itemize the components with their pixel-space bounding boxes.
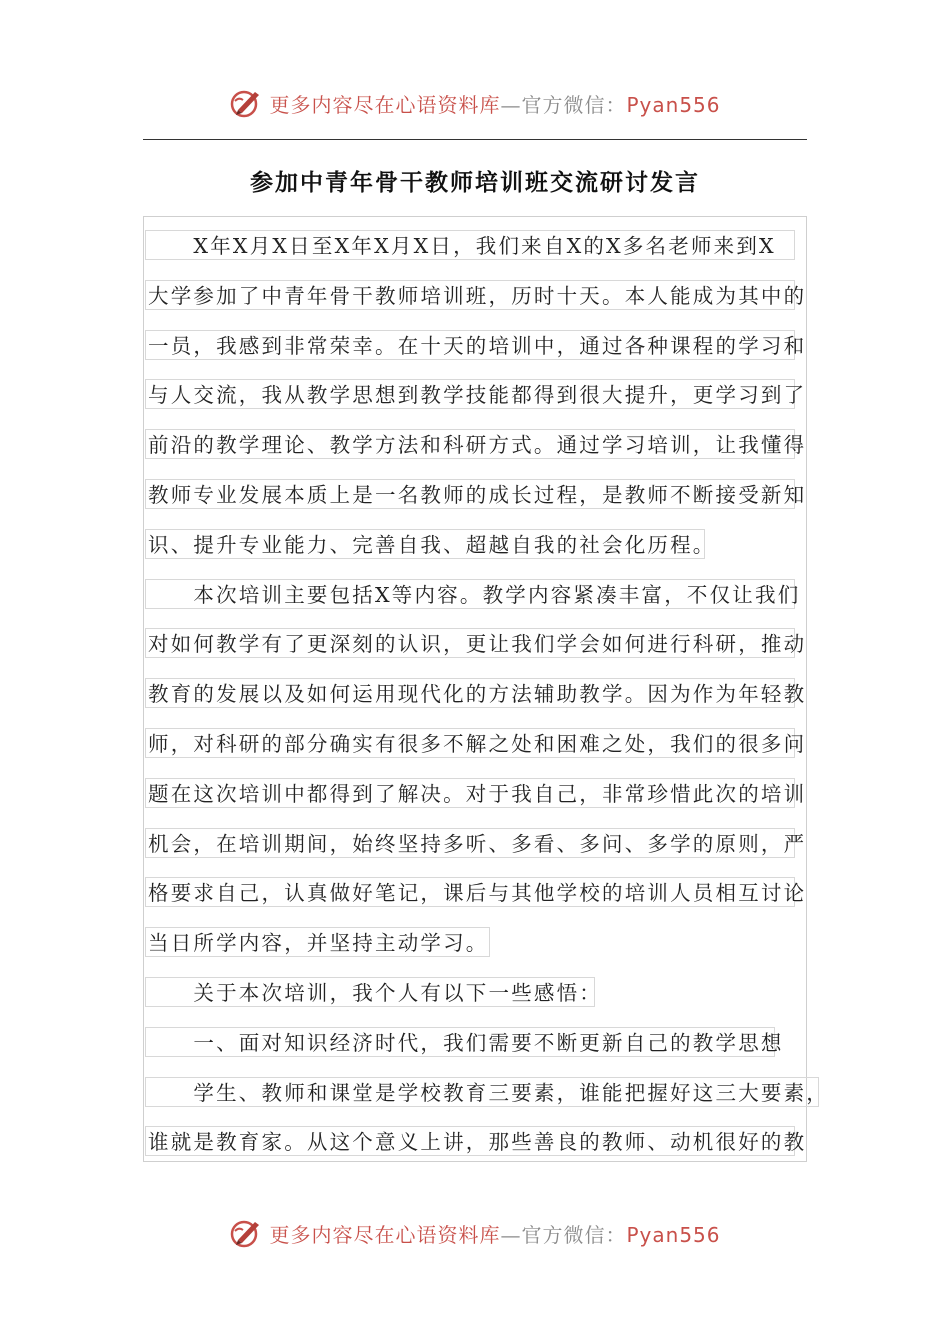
header-banner [0,78,950,128]
body-text-line: 教育的发展以及如何运用现代化的方法辅助教学。因为作为年轻教 [145,678,795,708]
banner-text [269,89,720,118]
body-text-line: 一、面对知识经济时代，我们需要不断更新自己的教学思想 [145,1027,775,1057]
body-text-line: 关于本次培训，我个人有以下一些感悟： [145,977,595,1007]
pen-logo-icon [229,86,263,120]
body-text-line: 识、提升专业能力、完善自我、超越自我的社会化历程。 [145,529,705,559]
banner-wechat-id: Pyan556 [626,1222,721,1247]
body-text-line: 对如何教学有了更深刻的认识，更让我们学会如何进行科研，推动 [145,628,795,658]
document-title: 参加中青年骨干教师培训班交流研讨发言 [250,169,700,196]
body-text-line: 谁就是教育家。从这个意义上讲，那些善良的教师、动机很好的教 [145,1126,795,1156]
body-text-line: 一员，我感到非常荣幸。在十天的培训中，通过各种课程的学习和 [145,330,795,360]
body-text-line: X年X月X日至X年X月X日，我们来自X的X多名老师来到X [145,230,795,260]
banner-dash: — [500,1222,522,1247]
body-text-line: 大学参加了中青年骨干教师培训班，历时十天。本人能成为其中的 [145,280,795,310]
body-text-line: 题在这次培训中都得到了解决。对于我自己，非常珍惜此次的培训 [145,778,795,808]
banner-wechat-label: 官方微信： [521,1222,627,1247]
footer-banner [0,1208,950,1258]
banner-text [269,1219,720,1248]
header-rule [143,139,807,140]
banner-dash: — [500,92,522,117]
banner-main-text: 更多内容尽在心语资料库 [269,92,501,117]
banner-wechat-label: 官方微信： [521,92,627,117]
body-text-line: 教师专业发展本质上是一名教师的成长过程，是教师不断接受新知 [145,479,795,509]
body-text-line: 学生、教师和课堂是学校教育三要素，谁能把握好这三大要素， [145,1077,819,1107]
banner-wechat-id: Pyan556 [626,92,721,117]
pen-logo-icon [229,1216,263,1250]
body-text-line: 与人交流，我从教学思想到教学技能都得到很大提升，更学习到了 [145,379,795,409]
banner-main-text: 更多内容尽在心语资料库 [269,1222,501,1247]
body-text-line: 师，对科研的部分确实有很多不解之处和困难之处，我们的很多问 [145,728,795,758]
body-text-line: 本次培训主要包括X等内容。教学内容紧凑丰富，不仅让我们 [145,579,795,609]
body-text-line: 机会，在培训期间，始终坚持多听、多看、多问、多学的原则，严 [145,828,795,858]
body-text-line: 格要求自己，认真做好笔记，课后与其他学校的培训人员相互讨论 [145,877,795,907]
body-text-line: 前沿的教学理论、教学方法和科研方式。通过学习培训，让我懂得 [145,429,795,459]
body-text-line: 当日所学内容，并坚持主动学习。 [145,927,490,957]
